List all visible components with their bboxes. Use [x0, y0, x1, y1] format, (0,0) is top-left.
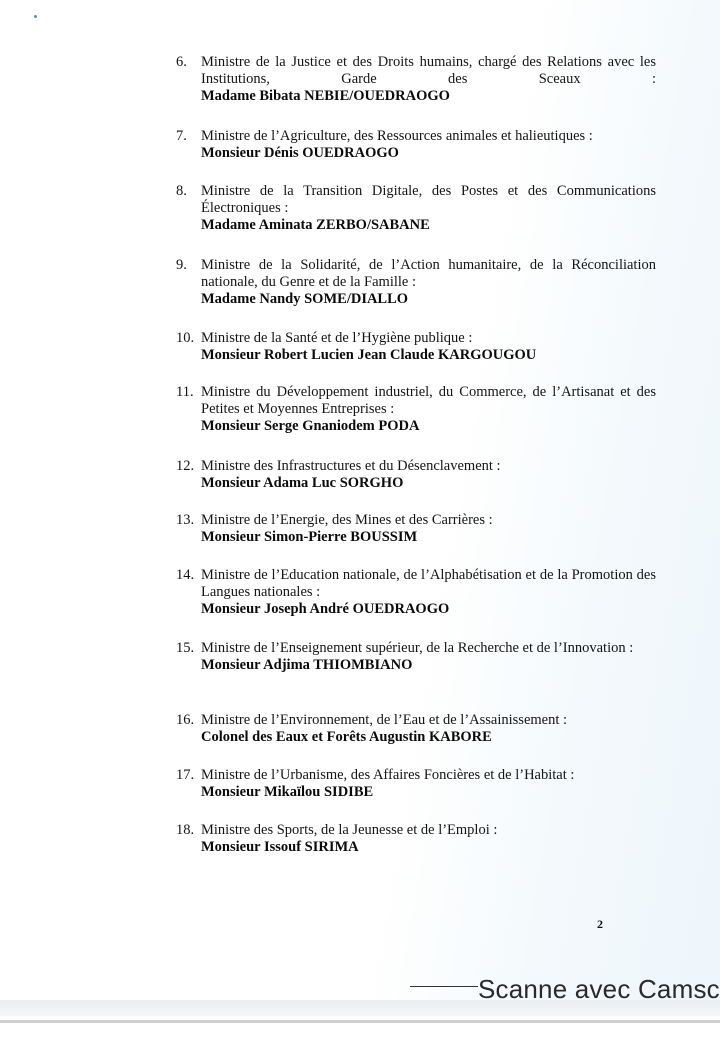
list-item: [176, 512, 656, 546]
minister-name: Monsieur Robert Lucien Jean Claude KARGOUGOU: [201, 347, 537, 363]
minister-name: Monsieur Dénis OUEDRAOGO: [201, 145, 399, 161]
list-item: [176, 458, 656, 492]
minister-name: Monsieur Adjima THIOMBIANO: [201, 657, 413, 673]
list-item: [176, 640, 656, 674]
minister-name: Monsieur Joseph André OUEDRAOGO: [201, 601, 450, 617]
item-number: 16.: [176, 712, 195, 728]
ministry-title: Ministre de l’Education nationale, de l’Alphabétisation et de la Promotion des Langues nationales :: [201, 567, 656, 600]
list-item: [176, 54, 656, 105]
minister-name: Madame Nandy SOME/DIALLO: [201, 291, 409, 307]
list-item: [176, 384, 656, 435]
item-number: 8.: [176, 183, 187, 199]
scan-speck: [34, 15, 37, 18]
item-number: 12.: [176, 458, 195, 474]
ministry-title: Ministre des Infrastructures et du Désenclavement :: [201, 458, 501, 474]
ministry-title: Ministre des Sports, de la Jeunesse et de l’Emploi :: [201, 822, 498, 838]
item-number: 14.: [176, 567, 195, 583]
item-number: 13.: [176, 512, 195, 528]
ministry-title: Ministre de l’Agriculture, des Ressources animales et halieutiques :: [201, 128, 593, 144]
ministry-title: Ministre de l’Environnement, de l’Eau et de l’Assainissement :: [201, 712, 568, 728]
ministry-title: Ministre de l’Urbanisme, des Affaires Foncières et de l’Habitat :: [201, 767, 575, 783]
item-number: 9.: [176, 257, 187, 273]
scanner-watermark: Scanne avec Camsc: [478, 974, 720, 1004]
minister-name: Monsieur Serge Gnaniodem PODA: [201, 418, 420, 434]
list-item: [176, 567, 656, 618]
list-item: [176, 712, 656, 746]
page-number: 2: [597, 917, 603, 931]
minister-name: Monsieur Mikaïlou SIDIBE: [201, 784, 374, 800]
item-number: 15.: [176, 640, 195, 656]
ministry-title: Ministre du Développement industriel, du Commerce, de l’Artisanat et des Petites et Moyennes Entreprises :: [201, 384, 656, 417]
bottom-margin: [0, 1023, 720, 1040]
minister-name: Monsieur Simon-Pierre BOUSSIM: [201, 529, 418, 545]
list-item: [176, 822, 656, 856]
list-item: [176, 767, 656, 801]
ministry-title: Ministre de la Justice et des Droits humains, chargé des Relations avec les Institutions, Garde des Sceaux :: [201, 54, 656, 87]
item-number: 6.: [176, 54, 187, 70]
ministry-title: Ministre de la Transition Digitale, des Postes et des Communications Électroniques :: [201, 183, 656, 216]
item-number: 7.: [176, 128, 187, 144]
ministry-title: Ministre de l’Enseignement supérieur, de la Recherche et de l’Innovation :: [201, 640, 634, 656]
ministry-title: Ministre de l’Energie, des Mines et des Carrières :: [201, 512, 493, 528]
ministry-title: Ministre de la Solidarité, de l’Action humanitaire, de la Réconciliation nationale, du Genre et de la Famille :: [201, 257, 656, 290]
minister-name: Madame Bibata NEBIE/OUEDRAOGO: [201, 88, 450, 104]
item-number: 11.: [176, 384, 194, 400]
item-number: 17.: [176, 767, 195, 783]
list-item: [176, 330, 656, 364]
list-item: [176, 183, 656, 234]
item-number: 18.: [176, 822, 195, 838]
scan-rule: [410, 986, 478, 987]
item-number: 10.: [176, 330, 195, 346]
list-item: [176, 128, 656, 162]
minister-name: Monsieur Adama Luc SORGHO: [201, 475, 404, 491]
ministry-title: Ministre de la Santé et de l’Hygiène publique :: [201, 330, 473, 346]
minister-name: Madame Aminata ZERBO/SABANE: [201, 217, 430, 233]
list-item: [176, 257, 656, 308]
minister-name: Colonel des Eaux et Forêts Augustin KABORE: [201, 729, 492, 745]
minister-name: Monsieur Issouf SIRIMA: [201, 839, 359, 855]
